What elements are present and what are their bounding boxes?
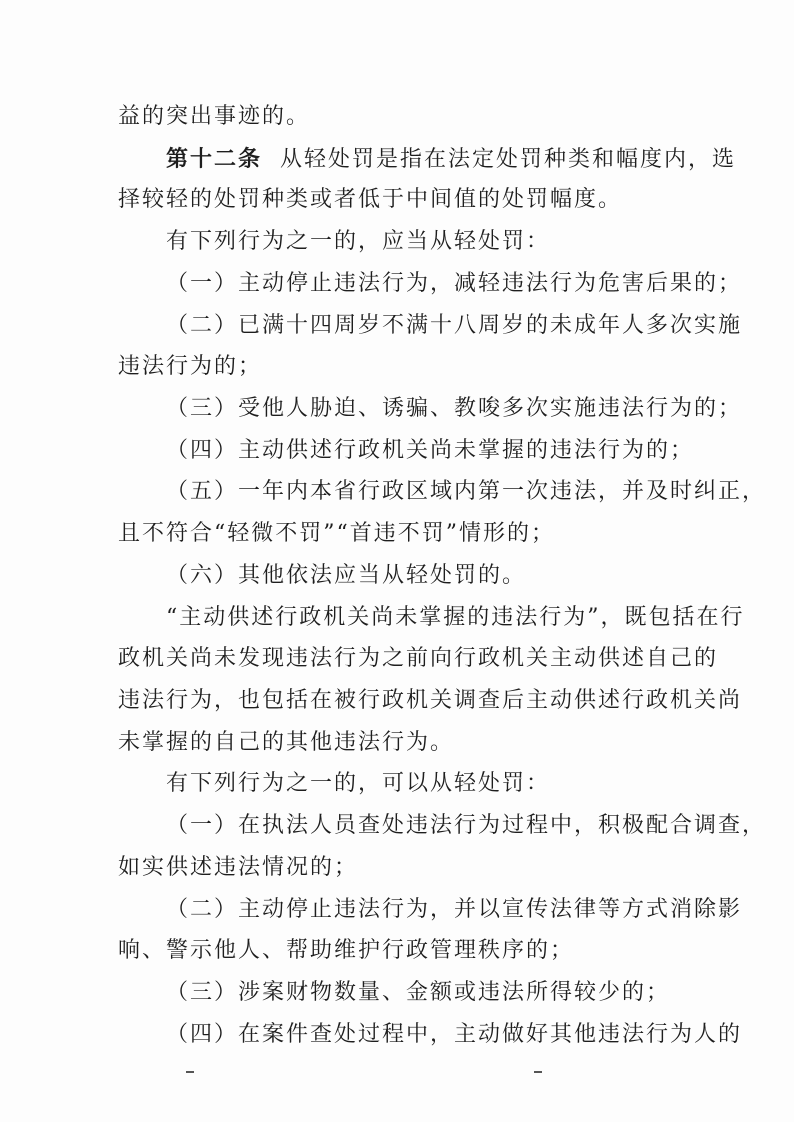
text-line-3: 择较轻的处罚种类或者低于中间值的处罚幅度。 [118,187,623,212]
text-line-1: 益的突出事迹的。 [118,104,311,129]
text-line-20: （二）主动停止违法行为，并以宣传法律等方式消除影 [166,897,743,922]
text-line-14: 政机关尚未发现违法行为之前向行政机关主动供述自己的 [118,646,719,671]
article-12-text: 从轻处罚是指在法定处罚种类和幅度内，选 [280,147,737,172]
text-line-13: “主动供述行政机关尚未掌握的违法行为”，既包括在行 [166,605,745,630]
text-line-17: 有下列行为之一的，可以从轻处罚： [166,771,551,796]
text-line-22: （三）涉案财物数量、金额或违法所得较少的； [166,980,671,1005]
text-line-9: （四）主动供述行政机关尚未掌握的违法行为的； [166,438,695,463]
text-line-21: 响、警示他人、帮助维护行政管理秩序的； [118,938,575,963]
text-line-5: （一）主动停止违法行为，减轻违法行为危害后果的； [166,271,743,296]
text-line-19: 如实供述违法情况的； [118,855,359,880]
article-12-line [166,145,737,174]
article-heading: 第十二条 [166,146,263,172]
text-line-12: （六）其他依法应当从轻处罚的。 [166,563,527,588]
text-line-15: 违法行为，也包括在被行政机关调查后主动供述行政机关尚 [118,688,743,713]
text-line-18: （一）在执法人员查处违法行为过程中，积极配合调查， [166,813,767,838]
text-line-4: 有下列行为之一的，应当从轻处罚： [166,229,551,254]
text-line-11: 且不符合“轻微不罚”“首违不罚”情形的； [118,521,555,546]
text-line-23: （四）在案件查处过程中，主动做好其他违法行为人的 [166,1022,743,1047]
text-line-6: （二）已满十四周岁不满十八周岁的未成年人多次实施 [166,313,743,338]
text-line-8: （三）受他人胁迫、诱骗、教唆多次实施违法行为的； [166,396,743,421]
scan-mark-right [534,1071,542,1073]
text-line-10: （五）一年内本省行政区域内第一次违法，并及时纠正， [166,479,767,504]
text-line-16: 未掌握的自己的其他违法行为。 [118,730,455,755]
text-line-7: 违法行为的； [118,354,263,379]
scan-mark-left [186,1071,194,1073]
